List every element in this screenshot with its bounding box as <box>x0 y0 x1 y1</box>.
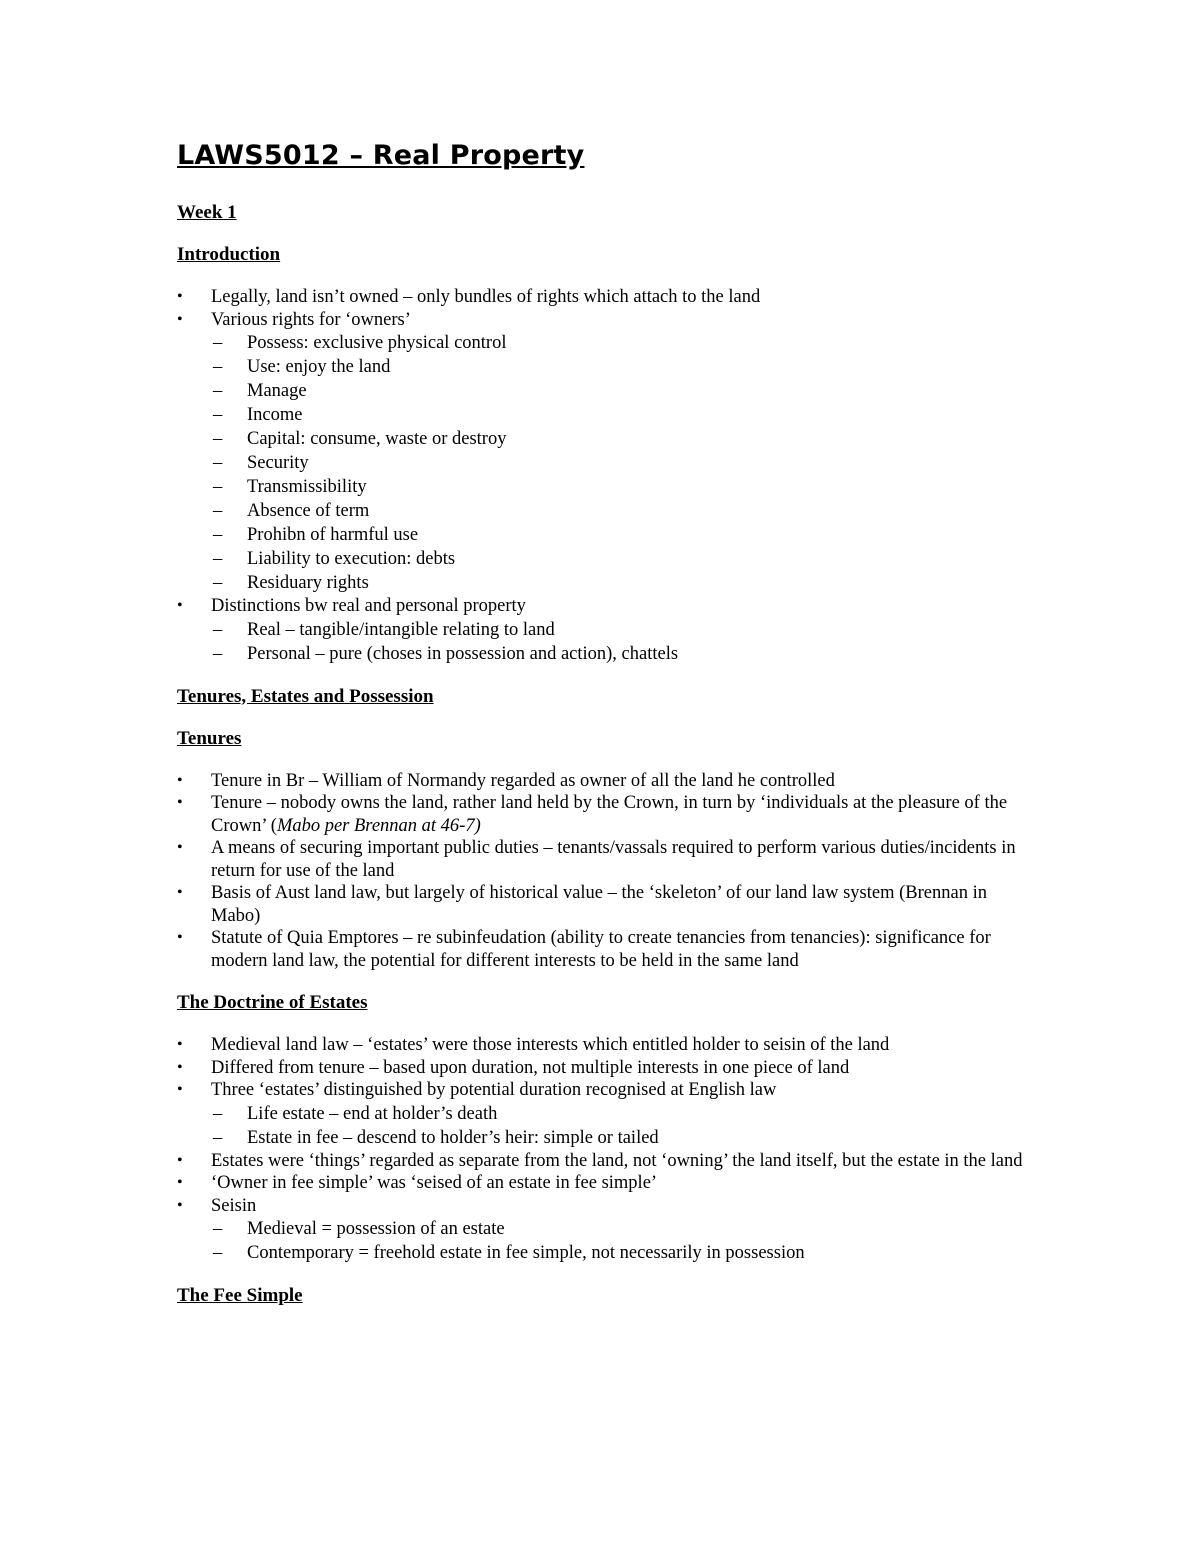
list-item <box>177 837 1027 882</box>
sub-list <box>211 1217 1027 1265</box>
list-item <box>177 309 1027 596</box>
list-item <box>177 1172 1027 1195</box>
sub-list-item-text: Contemporary = freehold estate in fee simple, not necessarily in possession <box>247 1243 805 1263</box>
bullet-icon: • <box>177 884 183 901</box>
dash-icon: – <box>213 429 223 449</box>
tenures-heading: Tenures <box>177 727 242 749</box>
sub-list-item-text: Possess: exclusive physical control <box>247 333 507 353</box>
dash-icon: – <box>213 1103 223 1124</box>
list-item-text: Tenure in Br – William of Normandy regarded as owner of all the land he controlled <box>211 770 835 791</box>
sub-list-item <box>211 379 1027 403</box>
dash-icon: – <box>213 501 223 521</box>
sub-list-item-text: Personal – pure (choses in possession and action), chattels <box>247 643 679 664</box>
document-page <box>177 138 1027 1327</box>
bullet-icon: • <box>177 839 183 856</box>
list-item-text: Legally, land isn’t owned – only bundles of rights which attach to the land <box>211 287 761 307</box>
bullet-list <box>177 286 1027 666</box>
list-item-text: Basis of Aust land law, but largely of historical value – the ‘skeleton’ of our land law system (Brennan in Mabo) <box>211 883 987 926</box>
bullet-list <box>177 770 1027 973</box>
sub-list-item <box>211 618 1027 642</box>
tenures-list <box>177 770 1027 973</box>
bullet-icon: • <box>177 288 183 305</box>
tenures-estates-possession-heading: Tenures, Estates and Possession <box>177 685 434 707</box>
list-item <box>177 882 1027 927</box>
sub-list-item-text: Use: enjoy the land <box>247 357 391 377</box>
bullet-icon: • <box>177 929 183 946</box>
list-item-text: Three ‘estates’ distinguished by potential duration recognised at English law <box>211 1080 777 1100</box>
bullet-icon: • <box>177 794 183 811</box>
dash-icon: – <box>213 1243 223 1263</box>
list-item <box>177 1057 1027 1080</box>
document-title: LAWS5012 – Real Property <box>177 140 585 171</box>
dash-icon: – <box>213 405 223 425</box>
list-item-text: ‘Owner in fee simple’ was ‘seised of an estate in fee simple’ <box>211 1173 658 1193</box>
introduction-heading: Introduction <box>177 244 281 265</box>
sub-list-item-text: Manage <box>247 381 307 401</box>
sub-list-item-text: Transmissibility <box>247 477 367 497</box>
sub-list-item <box>211 1241 1027 1265</box>
list-item <box>177 595 1027 666</box>
sub-list-item <box>211 523 1027 547</box>
list-item <box>177 770 1027 793</box>
list-item <box>177 1034 1027 1057</box>
list-item-text: A means of securing important public duties – tenants/vassals required to perform various duties/incidents in return for use of the land <box>211 838 1016 881</box>
sub-list-item-text: Capital: consume, waste or destroy <box>247 429 507 449</box>
dash-icon: – <box>213 357 223 377</box>
list-item-text: Seisin <box>211 1195 257 1216</box>
list-item-text: Medieval land law – ‘estates’ were those interests which entitled holder to seisin of the land <box>211 1035 890 1055</box>
dash-icon: – <box>213 525 223 545</box>
sub-list-item-text: Absence of term <box>247 501 370 521</box>
sub-list <box>211 1102 1027 1150</box>
sub-list-item <box>211 499 1027 523</box>
dash-icon: – <box>213 643 223 664</box>
dash-icon: – <box>213 381 223 401</box>
list-item <box>177 1150 1027 1173</box>
bullet-icon: • <box>177 597 183 614</box>
doctrine-list <box>177 1034 1027 1265</box>
list-item <box>177 927 1027 972</box>
list-item-text: Statute of Quia Emptores – re subinfeudation (ability to create tenancies from tenancies): significance for modern land law, the potential for different interests to be held in the same land <box>211 928 991 971</box>
dash-icon: – <box>213 573 223 593</box>
dash-icon: – <box>213 619 223 640</box>
list-item <box>177 286 1027 309</box>
dash-icon: – <box>213 453 223 473</box>
sub-list <box>211 618 1027 666</box>
list-item-text: Various rights for ‘owners’ <box>211 309 411 330</box>
dash-icon: – <box>213 549 223 569</box>
fee-simple-heading: The Fee Simple <box>177 1285 303 1306</box>
bullet-icon: • <box>177 1174 183 1191</box>
sub-list-item <box>211 642 1027 666</box>
sub-list-item-text: Life estate – end at holder’s death <box>247 1103 498 1124</box>
bullet-icon: • <box>177 771 183 789</box>
bullet-icon: • <box>177 1058 183 1076</box>
bullet-icon: • <box>177 1081 183 1098</box>
sub-list-item <box>211 547 1027 571</box>
sub-list-item <box>211 427 1027 451</box>
sub-list-item <box>211 403 1027 427</box>
sub-list-item <box>211 355 1027 379</box>
bullet-icon: • <box>177 1151 183 1169</box>
sub-list-item-text: Income <box>247 405 303 425</box>
sub-list-item <box>211 1102 1027 1126</box>
doctrine-of-estates-heading: The Doctrine of Estates <box>177 992 368 1013</box>
sub-list-item <box>211 1126 1027 1150</box>
list-item <box>177 1079 1027 1150</box>
sub-list-item-text: Security <box>247 453 309 473</box>
sub-list-item-text: Real – tangible/intangible relating to land <box>247 619 555 640</box>
sub-list <box>211 331 1027 595</box>
sub-list-item <box>211 451 1027 475</box>
sub-list-item-text: Medieval = possession of an estate <box>247 1219 505 1239</box>
sub-list-item <box>211 331 1027 355</box>
bullet-icon: • <box>177 1196 183 1214</box>
list-item-text: Distinctions bw real and personal property <box>211 596 526 616</box>
sub-list-item <box>211 475 1027 499</box>
dash-icon: – <box>213 1127 223 1148</box>
list-item <box>177 1195 1027 1266</box>
dash-icon: – <box>213 333 223 353</box>
list-item-text: Differed from tenure – based upon duration, not multiple interests in one piece of land <box>211 1057 850 1078</box>
sub-list-item <box>211 1217 1027 1241</box>
case-citation: Mabo per Brennan at 46-7) <box>276 815 481 836</box>
sub-list-item-text: Residuary rights <box>247 573 369 593</box>
sub-list-item-text: Prohibn of harmful use <box>247 525 419 545</box>
dash-icon: – <box>213 477 223 497</box>
bullet-icon: • <box>177 1036 183 1053</box>
sub-list-item-text: Estate in fee – descend to holder’s heir: simple or tailed <box>247 1127 659 1148</box>
list-item-text: Estates were ‘things’ regarded as separate from the land, not ‘owning’ the land itself, but the estate in the land <box>211 1150 1023 1171</box>
sub-list-item-text: Liability to execution: debts <box>247 549 456 569</box>
bullet-list <box>177 1034 1027 1265</box>
list-item <box>177 792 1027 837</box>
list-item-text: Tenure – nobody owns the land, rather land held by the Crown, in turn by ‘individuals at the pleasure of the Crown’ ( <box>211 793 1008 836</box>
introduction-list <box>177 286 1027 666</box>
week-heading: Week 1 <box>177 202 237 223</box>
sub-list-item <box>211 571 1027 595</box>
bullet-icon: • <box>177 310 183 328</box>
dash-icon: – <box>213 1219 223 1239</box>
